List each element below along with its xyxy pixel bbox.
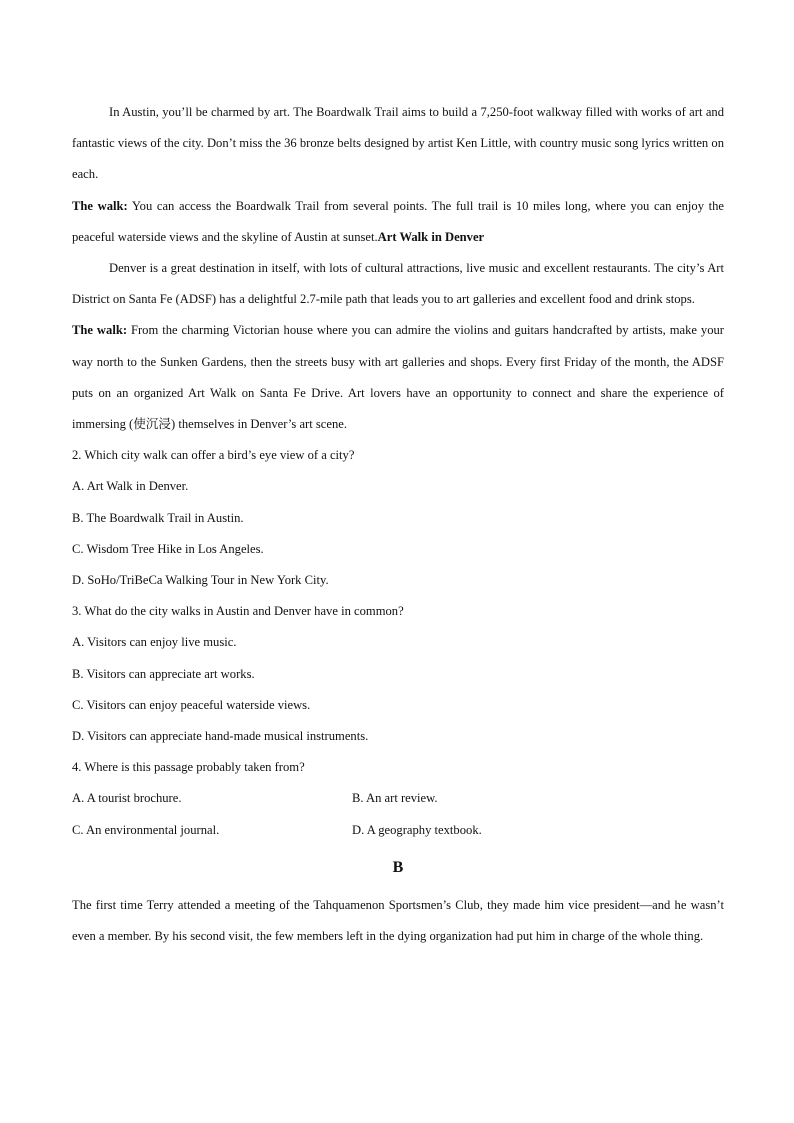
document-page [72,97,724,952]
question-4-option-d: D. A geography textbook. [352,822,482,837]
denver-walk-paragraph [72,315,724,440]
question-4-option-b: B. An art review. [352,791,438,806]
walk-text: From the charming Victorian house where you can admire the violins and guitars handcrafted by artists, make your way north to the Sunken Gardens, then the streets busy with art galleries and shops. Every first Friday of the month, the ADSF puts on an organized Art Walk on Santa Fe Drive. Art lovers have an opportunity to connect and share the experience of immersing (使沉浸) themselves in Denver’s art scene. [72,323,724,432]
question-4-stem: 4. Where is this passage probably taken from? [72,760,305,775]
walk-label: The walk: [72,198,128,213]
question-4-options-row-1 [72,783,724,814]
section-b-heading: B [392,858,404,876]
question-2-option-c: C. Wisdom Tree Hike in Los Angeles. [72,541,264,556]
question-3-stem: 3. What do the city walks in Austin and Denver have in common? [72,604,404,619]
denver-paragraph: Denver is a great destination in itself, with lots of cultural attractions, live music and excellent restaurants. The city’s Art District on Santa Fe (ADSF) has a delightful 2.7-mile path that leads you to art galleries and excellent food and drink stops. [72,261,724,307]
walk-text: You can access the Boardwalk Trail from several points. The full trail is 10 miles long, where you can enjoy the peaceful waterside views and the skyline of Austin at sunset. [72,198,724,244]
question-2-option-a: A. Art Walk in Denver. [72,479,189,494]
question-3-option-c: C. Visitors can enjoy peaceful waterside views. [72,697,311,712]
question-3-option-d: D. Visitors can appreciate hand-made musical instruments. [72,729,369,744]
question-3-option-a: A. Visitors can enjoy live music. [72,635,237,650]
question-3-option-b: B. Visitors can appreciate art works. [72,666,255,681]
denver-heading: Art Walk in Denver [377,229,485,244]
question-4-option-c: C. An environmental journal. [72,822,220,837]
austin-walk-paragraph [72,191,724,253]
question-4-options-row-2 [72,815,724,846]
question-4-option-a: A. A tourist brochure. [72,791,182,806]
question-2-option-b: B. The Boardwalk Trail in Austin. [72,510,244,525]
austin-paragraph: In Austin, you’ll be charmed by art. The Boardwalk Trail aims to build a 7,250-foot walkway filled with works of art and fantastic views of the city. Don’t miss the 36 bronze belts designed by artist Ken Little, with country music song lyrics written on each. [72,105,724,182]
section-b-paragraph: The first time Terry attended a meeting of the Tahquamenon Sportsmen’s Club, they made him vice president—and he wasn’t even a member. By his second visit, the few members left in the dying organization had put him in charge of the whole thing. [72,897,724,944]
question-2-option-d: D. SoHo/TriBeCa Walking Tour in New York City. [72,573,329,588]
walk-label: The walk: [72,323,128,338]
question-2-stem: 2. Which city walk can offer a bird’s eye view of a city? [72,448,355,463]
